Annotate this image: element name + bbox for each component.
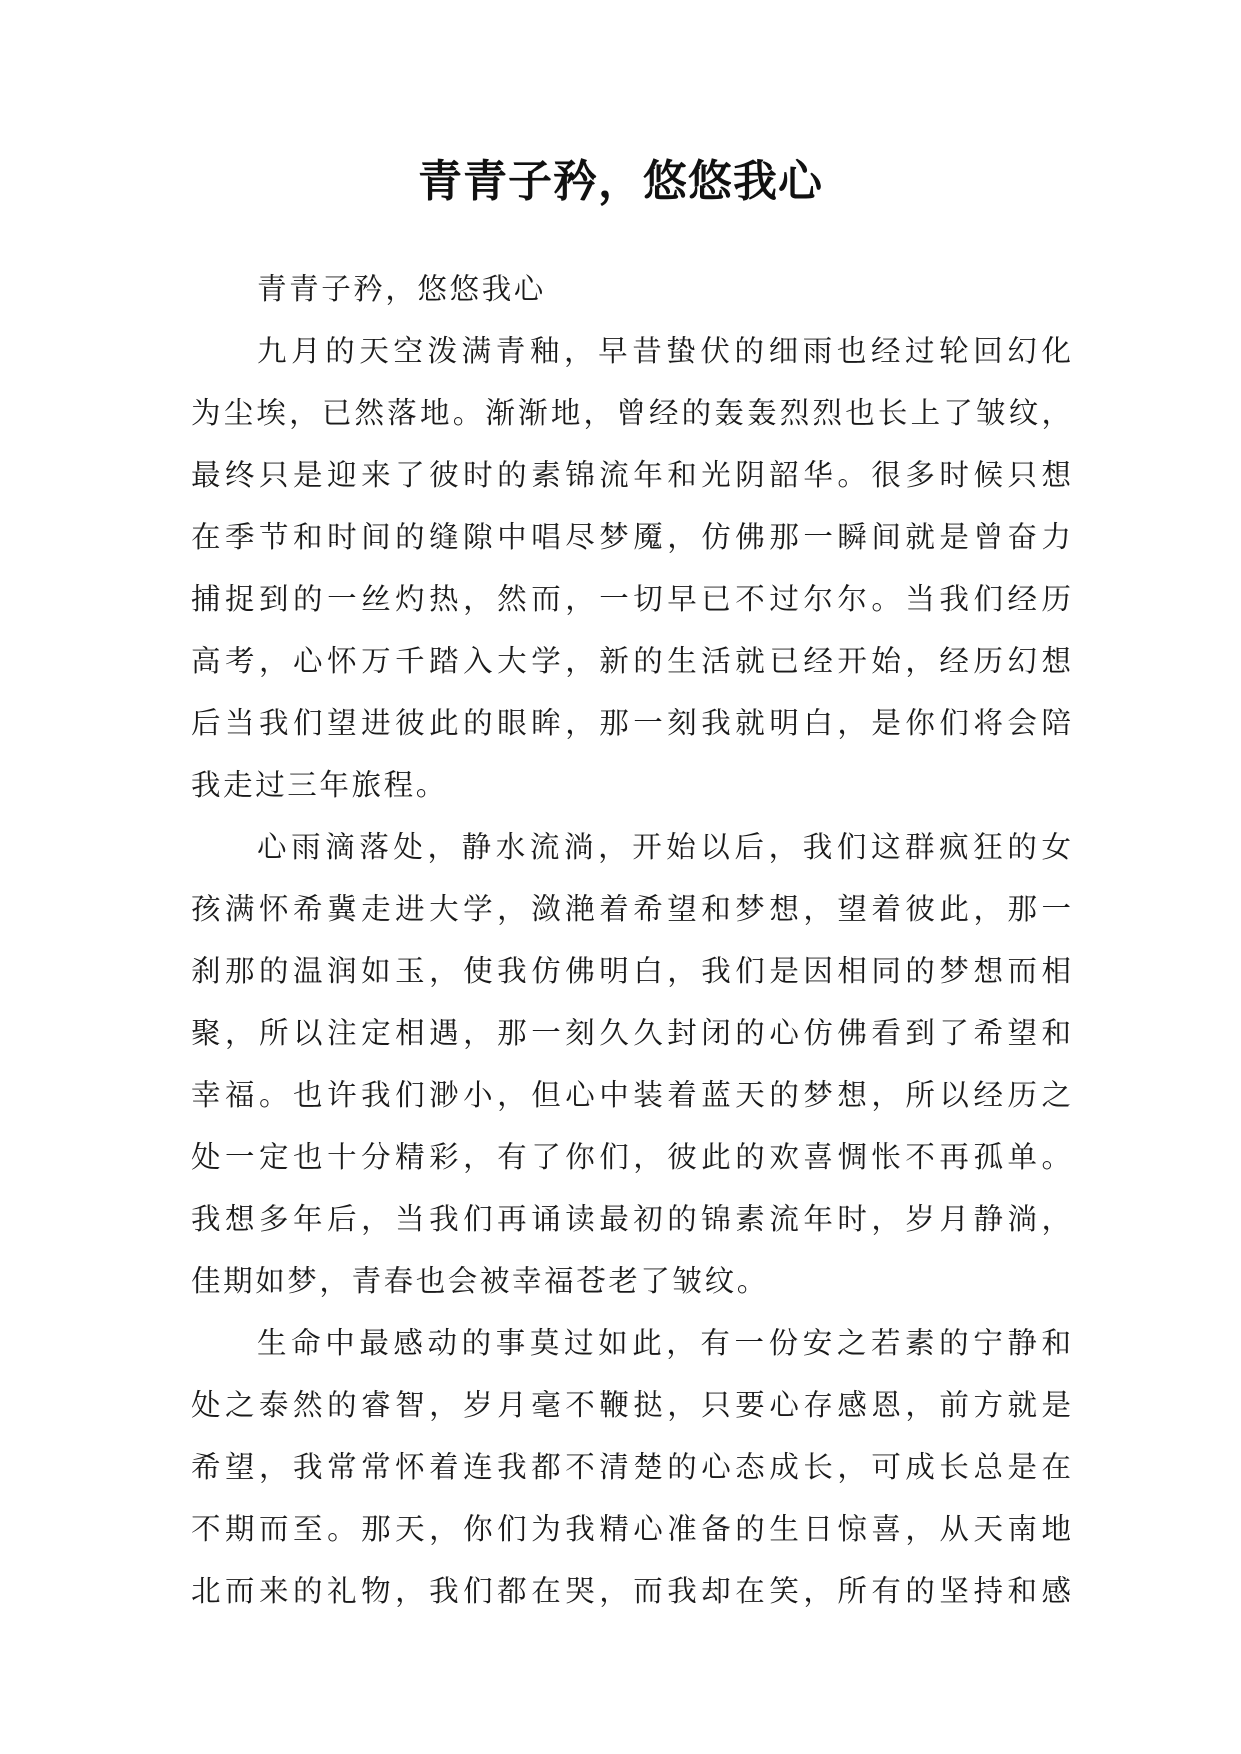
paragraph-line: 在季节和时间的缝隙中唱尽梦魇，仿佛那一瞬间就是曾奋力	[191, 520, 1071, 554]
paragraph-line: 为尘埃，已然落地。渐渐地，曾经的轰轰烈烈也长上了皱纹，	[191, 396, 1071, 430]
paragraph-line: 心雨滴落处，静水流淌，开始以后，我们这群疯狂的女	[257, 830, 1071, 864]
paragraph-line: 幸福。也许我们渺小，但心中装着蓝天的梦想，所以经历之	[191, 1078, 1071, 1112]
paragraph-line: 聚，所以注定相遇，那一刻久久封闭的心仿佛看到了希望和	[191, 1016, 1071, 1050]
paragraph-line: 处一定也十分精彩，有了你们，彼此的欢喜惆怅不再孤单。	[191, 1140, 1071, 1174]
paragraph-line: 高考，心怀万千踏入大学，新的生活就已经开始，经历幻想	[191, 644, 1071, 678]
paragraph-line: 北而来的礼物，我们都在哭，而我却在笑，所有的坚持和感	[191, 1574, 1071, 1608]
document-title: 青青子矜，悠悠我心	[418, 156, 823, 207]
document-body	[191, 258, 1071, 1622]
paragraph-line: 刹那的温润如玉，使我仿佛明白，我们是因相同的梦想而相	[191, 954, 1071, 988]
paragraph-line: 最终只是迎来了彼时的素锦流年和光阴韶华。很多时候只想	[191, 458, 1071, 492]
paragraph-line: 后当我们望进彼此的眼眸，那一刻我就明白，是你们将会陪	[191, 706, 1071, 740]
paragraph-line: 处之泰然的睿智，岁月毫不鞭挞，只要心存感恩，前方就是	[191, 1388, 1071, 1422]
paragraph-line: 青青子矜，悠悠我心	[257, 272, 546, 306]
paragraph-line: 不期而至。那天，你们为我精心准备的生日惊喜，从天南地	[191, 1512, 1071, 1546]
paragraph-line: 孩满怀希冀走进大学，潋滟着希望和梦想，望着彼此，那一	[191, 892, 1071, 926]
paragraph-line: 九月的天空泼满青釉，早昔蛰伏的细雨也经过轮回幻化	[257, 334, 1071, 368]
paragraph-line: 希望，我常常怀着连我都不清楚的心态成长，可成长总是在	[191, 1450, 1071, 1484]
paragraph-line: 捕捉到的一丝灼热，然而，一切早已不过尔尔。当我们经历	[191, 582, 1071, 616]
paragraph-line: 我想多年后，当我们再诵读最初的锦素流年时，岁月静淌，	[191, 1202, 1071, 1236]
paragraph-line: 生命中最感动的事莫过如此，有一份安之若素的宁静和	[257, 1326, 1071, 1360]
paragraph-line: 我走过三年旅程。	[191, 768, 448, 802]
paragraph-line: 佳期如梦，青春也会被幸福苍老了皱纹。	[191, 1264, 769, 1298]
